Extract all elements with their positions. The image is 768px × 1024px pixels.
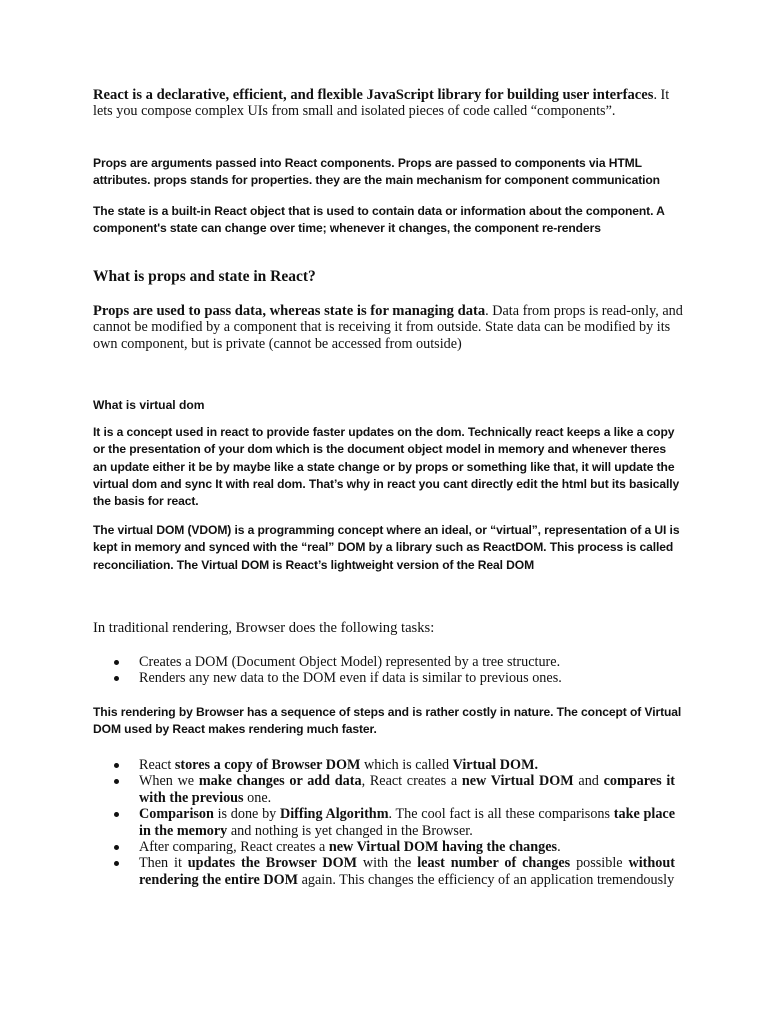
step-text: When we [139, 773, 199, 790]
step-text: . The cool fact is all these comparisons [388, 806, 614, 823]
list-item-text: Renders any new data to the DOM even if data is similar to previous ones. [139, 670, 562, 687]
step-text: After comparing, React creates a [139, 839, 329, 856]
vdom-heading: What is virtual dom [93, 398, 205, 412]
props-state-bold-text: Props are used to pass data, whereas state is for managing data [93, 303, 486, 319]
step-text: possible [570, 855, 629, 872]
step-text: with the [357, 855, 418, 872]
vdom-paragraph-2: The virtual DOM (VDOM) is a programming concept where an ideal, or “virtual”, representation of a UI is kept in memory and synced with the “real” DOM by a library such as ReactDOM. This process is called reconciliation. The Virtual DOM is React’s lightweight version of the Real DOM [93, 523, 680, 572]
step-bold-text: least number of changes [417, 855, 571, 872]
step-text: React [139, 757, 175, 773]
vdom-paragraph-1: It is a concept used in react to provide faster updates on the dom. Technically react keeps a like a copy or the presentation of your dom which is the document object model in memory and whenever theres an update either it be by maybe like a state change or by props or something like that, it will update the virtual dom and sync It with real dom. That’s why in react you cant directly edit the html but its basically the basis for react. [93, 425, 680, 509]
traditional-tasks-list [93, 654, 675, 687]
list-item [93, 855, 675, 888]
bullet-icon [114, 763, 119, 768]
step-bold-text: Virtual DOM. [452, 757, 539, 773]
list-item [93, 670, 675, 686]
step-bold-text: updates the Browser DOM [187, 855, 358, 872]
react-steps-list [93, 757, 675, 888]
state-paragraph: The state is a built-in React object that is used to contain data or information about the component. A component's state can change over time; whenever it changes, the component re-renders [93, 204, 665, 236]
bullet-icon [114, 660, 119, 665]
intro-paragraph [93, 87, 683, 120]
step-bold-text: new Virtual DOM having the changes [328, 839, 558, 856]
bullet-icon [114, 861, 119, 866]
traditional-rendering-intro: In traditional rendering, Browser does the following tasks: [93, 620, 435, 636]
step-bold-text: stores a copy of Browser DOM [174, 757, 361, 773]
step-text: which is called [360, 757, 453, 773]
list-item [93, 654, 675, 670]
step-text: one. [243, 789, 272, 806]
step-bold-text: compares it with the previous [139, 773, 675, 806]
props-state-heading: What is props and state in React? [93, 268, 316, 285]
step-bold-text: Diffing Algorithm [279, 806, 389, 823]
bullet-icon [114, 676, 119, 681]
step-text: is done by [213, 806, 280, 823]
props-paragraph: Props are arguments passed into React components. Props are passed to components via HTML attributes. props stands for properties. they are the main mechanism for component communication [93, 156, 660, 188]
bullet-icon [114, 779, 119, 784]
intro-bold-text: React is a declarative, efficient, and flexible JavaScript library for building user interfaces [93, 87, 654, 103]
list-item [93, 757, 675, 773]
step-text: , React creates a [361, 773, 462, 790]
list-item [93, 773, 675, 806]
step-text: again. This changes the efficiency of an application tremendously [298, 871, 675, 888]
step-bold-text: make changes or add data [198, 773, 362, 790]
step-bold-text: without rendering the entire DOM [139, 855, 675, 888]
step-bold-text: Comparison [139, 806, 214, 823]
step-bold-text: new Virtual DOM [461, 773, 574, 790]
step-text: . [557, 839, 561, 856]
step-text: and [573, 773, 604, 790]
rendering-paragraph: This rendering by Browser has a sequence of steps and is rather costly in nature. The concept of Virtual DOM used by React makes rendering much faster. [93, 705, 682, 737]
list-item-text: Creates a DOM (Document Object Model) represented by a tree structure. [139, 654, 561, 670]
props-state-paragraph [93, 303, 683, 352]
props-state-rest-text: . Data from props is read-only, and cannot be modified by a component that is receiving it from outside. State data can be modified by its own component, but is private (cannot be accessed from outside) [93, 303, 683, 352]
list-item [93, 806, 675, 839]
bullet-icon [114, 845, 119, 850]
list-item [93, 839, 675, 855]
step-bold-text: take place in the memory [139, 806, 676, 839]
bullet-icon [114, 812, 119, 817]
step-text: and nothing is yet changed in the Browser. [227, 822, 473, 839]
step-text: Then it [139, 855, 188, 872]
intro-rest-text: . It lets you compose complex UIs from small and isolated pieces of code called “components”. [93, 87, 670, 120]
